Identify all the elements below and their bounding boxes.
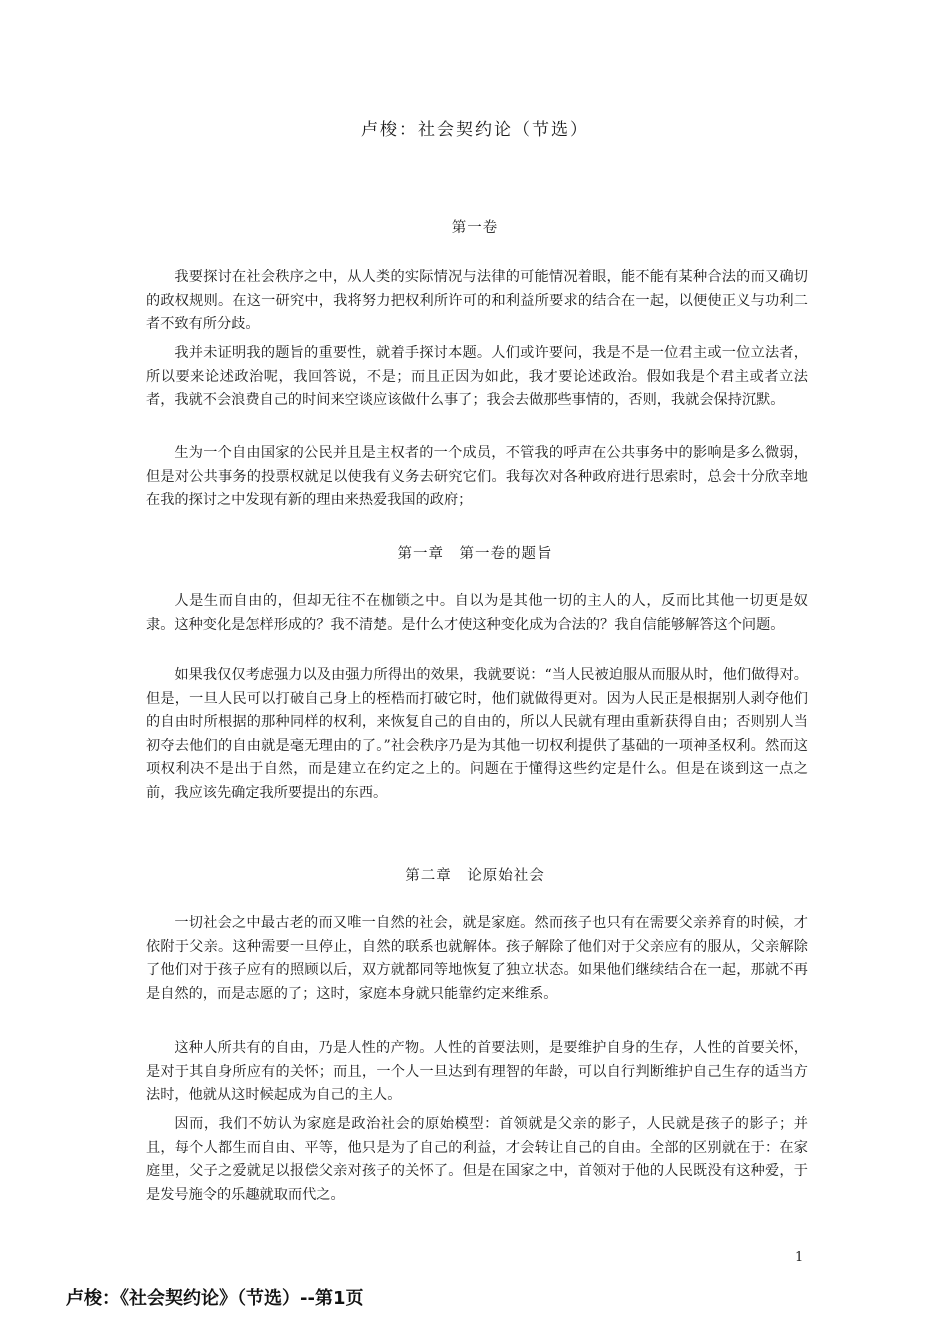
paragraph: 如果我仅仅考虑强力以及由强力所得出的效果，我就要说：“当人民被迫服从而服从时，他们做得对。但是，一旦人民可以打破自己身上的桎梏而打破它时，他们就做得更对。因为人民正是根据别人剥夺他们的自由时所根据的那种同样的权利，来恢复自己的自由的，所以人民就有理由重新获得自由；否则别人当初夺去他们的自由就是毫无理由的了。”社会秩序乃是为其他一切权利提供了基础的一项神圣权利。然而这项权利决不是出于自然，而是建立在约定之上的。问题在于懂得这些约定是什么。但是在谈到这一点之前，我应该先确定我所要提出的东西。 (146, 667, 808, 801)
paragraph: 这种人所共有的自由，乃是人性的产物。人性的首要法则，是要维护自身的生存，人性的首要关怀，是对于其自身所应有的关怀；而且，一个人一旦达到有理智的年龄，可以自行判断维护自己生存的适当方法时，他就从这时候起成为自己的主人。 (146, 1040, 808, 1103)
paragraph: 因而，我们不妨认为家庭是政治社会的原始模型：首领就是父亲的影子，人民就是孩子的影子；并且，每个人都生而自由、平等，他只是为了自己的利益，才会转让自己的自由。全部的区别就在于：在家庭里，父子之爱就足以报偿父亲对孩子的关怀了。但是在国家之中，首领对于他的人民既没有这种爱，于是发号施令的乐趣就取而代之。 (146, 1116, 808, 1203)
paragraph: 人是生而自由的，但却无往不在枷锁之中。自以为是其他一切的主人的人，反而比其他一切更是奴隶。这种变化是怎样形成的？我不清楚。是什么才使这种变化成为合法的？我自信能够解答这个问题。 (146, 593, 808, 633)
chapter-heading: 第一章 第一卷的题旨 (397, 546, 553, 562)
page-number: 1 (795, 1250, 804, 1265)
paragraph: 一切社会之中最古老的而又唯一自然的社会，就是家庭。然而孩子也只有在需要父亲养育的时候，才依附于父亲。这种需要一旦停止，自然的联系也就解体。孩子解除了他们对于父亲应有的服从，父亲解除了他们对于孩子应有的照顾以后，双方就都同等地恢复了独立状态。如果他们继续结合在一起，那就不再是自然的，而是志愿的了；这时，家庭本身就只能靠约定来维系。 (146, 915, 808, 1002)
paragraph: 我要探讨在社会秩序之中，从人类的实际情况与法律的可能情况着眼，能不能有某种合法的而又确切的政权规则。在这一研究中，我将努力把权利所许可的和利益所要求的结合在一起，以便使正义与功利二者不致有所分歧。 (146, 269, 808, 332)
paragraph: 生为一个自由国家的公民并且是主权者的一个成员，不管我的呼声在公共事务中的影响是多么微弱，但是对公共事务的投票权就足以使我有义务去研究它们。我每次对各种政府进行思索时，总会十分欣幸地在我的探讨之中发现有新的理由来热爱我国的政府； (146, 445, 808, 508)
page-footer: 卢梭：《社会契约论》（节选）--第1页 (66, 1288, 364, 1309)
paragraph: 我并未证明我的题旨的重要性，就着手探讨本题。人们或许要问，我是不是一位君主或一位立法者，所以要来论述政治呢，我回答说，不是；而且正因为如此，我才要论述政治。假如我是个君主或者立法者，我就不会浪费自己的时间来空谈应该做什么事了；我会去做那些事情的，否则，我就会保持沉默。 (146, 345, 808, 408)
book-heading: 第一卷 (451, 220, 499, 236)
chapter-heading: 第二章 论原始社会 (405, 868, 545, 884)
document-title: 卢梭：社会契约论（节选） (361, 120, 589, 140)
